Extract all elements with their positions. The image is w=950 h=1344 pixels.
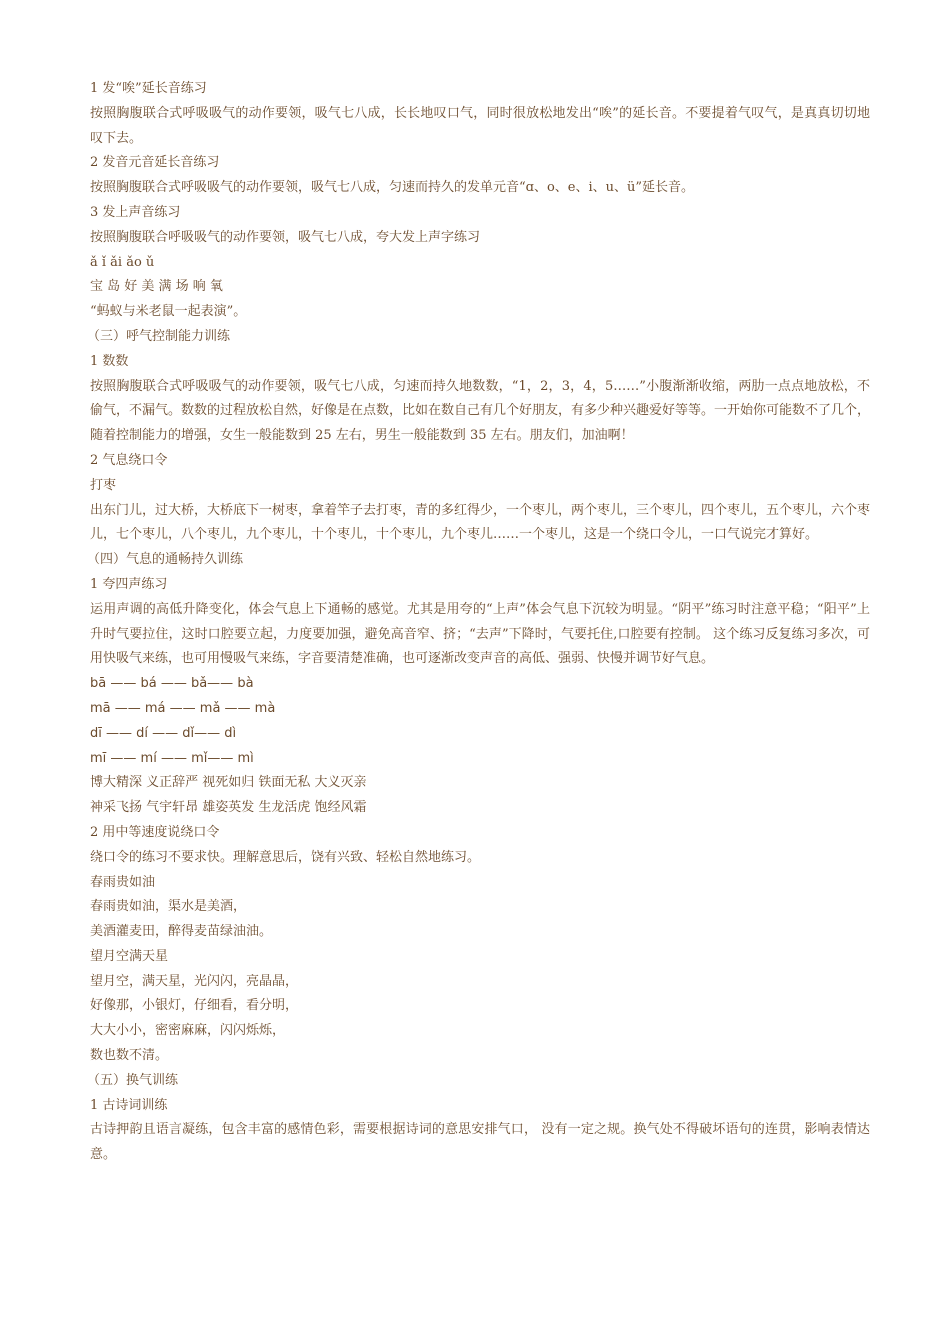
text-line: 1 古诗词训练 [90,1097,168,1113]
text-line: 宝 岛 好 美 满 场 响 氧 [90,279,223,295]
pinyin-line: mī —— mí —— mǐ—— mì [90,750,254,766]
text-line: 望月空满天星 [90,948,169,964]
text-line: 绕口令的练习不要求快。理解意思后，饶有兴致、轻松自然地练习。 [90,849,481,865]
text-line: 大大小小，密密麻麻，闪闪烁烁， [90,1023,286,1039]
document-page [87,77,871,1168]
text-line: 2 用中等速度说绕口令 [90,824,220,840]
pinyin-line: mā —— má —— mǎ —— mà [90,700,276,716]
paragraph: 运用声调的高低升降变化，体会气息上下通畅的感觉。尤其是用夸的“上声”体会气息下沉较为明显。“阴平”练习时注意平稳；“阳平”上升时气要拉住，这时口腔要立起，力度要加强，避免高音窄、挤；“去声”下降时，气要托住,口腔要有控制。 这个练习反复练习多次，可用快吸气来练，也可用慢吸气来练，字音要清楚准确，也可逐渐改变声音的高低、强弱、快慢并调节好气息。 [90,601,870,667]
text-line: 望月空，满天星，光闪闪，亮晶晶， [90,973,299,989]
text-line: 好像那，小银灯，仔细看，看分明， [90,998,299,1014]
text-line: 春雨贵如油，渠水是美酒， [90,899,247,915]
text-line: 美酒灌麦田，醉得麦苗绿油油。 [90,924,273,940]
text-line: “蚂蚁与米老鼠一起表演”。 [90,304,247,320]
paragraph: 出东门儿，过大桥，大桥底下一树枣，拿着竿子去打枣，青的多红得少，一个枣儿，两个枣儿，三个枣儿，四个枣儿，五个枣儿，六个枣儿，七个枣儿，八个枣儿，九个枣儿，十个枣儿，十个枣儿，九个枣儿……一个枣儿，这是一个绕口令儿，一口气说完才算好。 [90,502,871,543]
paragraph: 按照胸腹联合式呼吸吸气的动作要领，吸气七八成，长长地叹口气，同时很放松地发出“唉”的延长音。不要提着气叹气，是真真切切地叹下去。 [90,105,870,146]
paragraph: 古诗押韵且语言凝练，包含丰富的感情色彩，需要根据诗词的意思安排气口， 没有一定之规。换气处不得破坏语句的连贯，影响表情达意。 [90,1122,870,1163]
text-line: 博大精深 义正辞严 视死如归 铁面无私 大义灭亲 [90,775,367,791]
text-line: 2 气息绕口令 [90,452,168,468]
text-line: 春雨贵如油 [90,874,156,890]
paragraph: 按照胸腹联合呼吸吸气的动作要领，吸气七八成，夸大发上声字练习 [90,229,481,245]
text-line: ǎ ǐ ǎi ǎo ǔ [90,254,155,270]
paragraph: 按照胸腹联合式呼吸吸气的动作要领，吸气七八成，匀速而持久地数数，“1，2，3，4，5……”小腹渐渐收缩，两肋一点点地放松，不偷气，不漏气。数数的过程放松自然，好像是在点数，比如在数自己有几个好朋友，有多少种兴趣爱好等等。一开始你可能数不了几个，随着控制能力的增强，女生一般能数到 25 左右，男生一般能数到 35 左右。朋友们，加油啊！ [90,378,871,444]
section-heading: （四）气息的通畅持久训练 [87,552,244,568]
paragraph: 按照胸腹联合式呼吸吸气的动作要领，吸气七八成，匀速而持久的发单元音“ɑ、o、e、i、u、ü”延长音。 [90,180,695,196]
text-line: 1 夸四声练习 [90,576,168,592]
section-heading: （五）换气训练 [87,1072,179,1088]
pinyin-line: bā —— bá —— bǎ—— bà [90,676,254,692]
text-line: 2 发音元音延长音练习 [90,155,220,171]
text-line: 1 发“唉”延长音练习 [90,81,207,96]
pinyin-line: dī —— dí —— dǐ—— dì [90,725,237,741]
section-heading: （三）呼气控制能力训练 [87,328,231,344]
text-line: 打枣 [90,477,117,493]
text-line: 数也数不清。 [90,1048,169,1064]
text-line: 1 数数 [90,353,129,369]
text-line: 神采飞扬 气宇轩昂 雄姿英发 生龙活虎 饱经风霜 [90,800,367,816]
text-line: 3 发上声音练习 [90,204,181,220]
